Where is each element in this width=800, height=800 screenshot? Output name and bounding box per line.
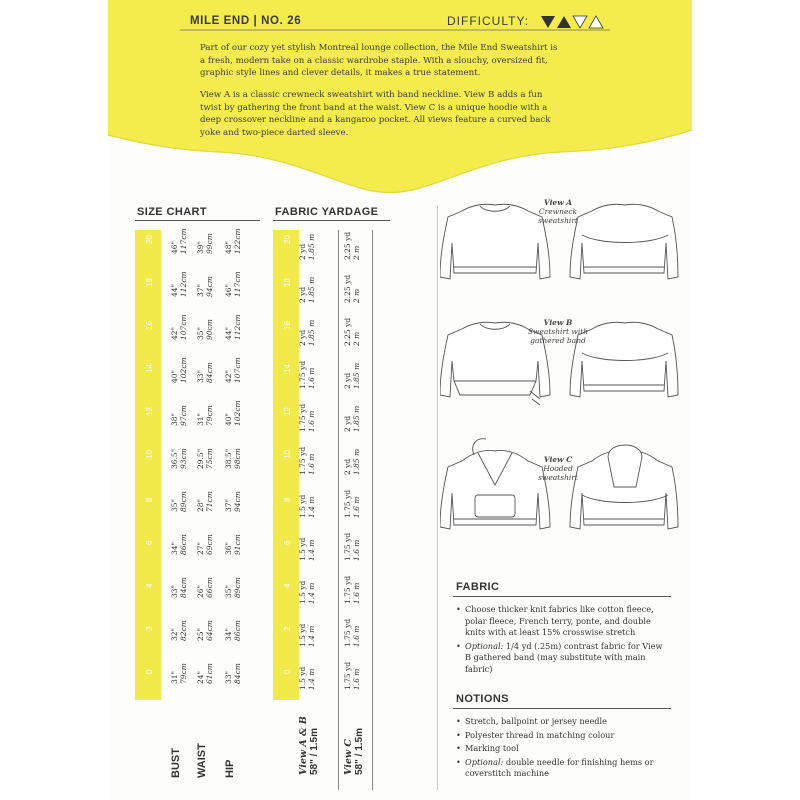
measure-inches: 34" — [224, 628, 233, 641]
yardage-yd: 1.75 yd — [298, 446, 307, 475]
yardage-cell — [298, 404, 316, 432]
size-chart-cell — [170, 448, 188, 469]
measure-inches: 40" — [224, 413, 233, 426]
intro-paragraph-2: View A is a classic crewneck sweatshirt with band neckline. View B adds a fun twist by gathering the front band at the waist. View C is a unique hoodie with a deep crossover neckline and a kangaroo pocket. All views feature a curved back yoke and two-piece darted sleeve. — [200, 90, 551, 138]
measure-cm: 84cm — [233, 663, 242, 684]
view-c-desc-2: sweatshirt — [538, 473, 578, 482]
size-chart-cell — [196, 491, 214, 512]
view-b-desc-1: Sweatshirt with — [527, 327, 589, 336]
yardage-cell — [343, 576, 361, 604]
yardage-cell — [343, 490, 361, 518]
measure-inches: 33" — [196, 370, 205, 383]
size-number: 14 — [283, 364, 292, 373]
measure-inches: 28" — [196, 499, 205, 512]
size-chart-cell — [224, 400, 242, 426]
yardage-m: 1.6 m — [352, 582, 361, 604]
size-number: 16 — [145, 321, 154, 330]
notions-list — [456, 716, 666, 782]
size-chart-cell — [196, 620, 214, 641]
yardage-yd: 1.5 yd — [298, 494, 307, 518]
measure-cm: 97cm — [179, 405, 188, 426]
measure-inches: 42" — [224, 370, 233, 383]
measure-inches: 33" — [170, 585, 179, 598]
row-label-waist: WAIST — [196, 743, 208, 778]
measure-cm: 122cm — [233, 228, 242, 254]
measure-inches: 34" — [170, 542, 179, 555]
measure-cm: 98cm — [233, 448, 242, 469]
measure-inches: 31" — [196, 413, 205, 426]
measure-cm: 66cm — [205, 577, 214, 598]
size-chart-cell — [224, 577, 242, 598]
measure-inches: 35" — [170, 499, 179, 512]
yardage-cell — [298, 361, 316, 389]
view-c-caption — [518, 455, 598, 482]
size-chart-cell — [196, 276, 214, 297]
yardage-m: 1.85 m — [307, 276, 316, 303]
yardage-cell — [298, 277, 316, 303]
row-label-bust: BUST — [170, 748, 182, 778]
yardage-cell — [298, 581, 316, 604]
measure-cm: 89cm — [179, 491, 188, 512]
size-chart-cell — [170, 405, 188, 426]
fabric-heading: FABRIC — [456, 581, 500, 593]
view-b-desc-2: gathered band — [530, 336, 586, 345]
size-chart-cell — [196, 362, 214, 383]
column-divider — [437, 206, 438, 790]
measure-inches: 37" — [224, 499, 233, 512]
view-c-desc-1: Hooded — [543, 464, 573, 473]
yardage-yd: 1.5 yd — [298, 666, 307, 690]
yardage-yd: 1.75 yd — [343, 532, 352, 561]
measure-cm: 91cm — [233, 534, 242, 555]
notion-optional-text: double needle for finishing hems or coverstitch machine — [465, 756, 654, 778]
measure-inches: 44" — [170, 284, 179, 297]
fabric-optional-text: 1/4 yd (.25m) contrast fabric for View B gathered band (may substitute with main fabric) — [465, 640, 663, 674]
yardage-m: 1.85 m — [352, 448, 361, 475]
measure-cm: 94cm — [233, 491, 242, 512]
size-chart-cell — [224, 314, 242, 340]
size-chart-cell — [224, 228, 242, 254]
yardage-yd: 1.75 yd — [343, 575, 352, 604]
size-chart-cell — [170, 228, 188, 254]
yardage-divider-2 — [372, 230, 373, 790]
measure-inches: 46" — [170, 241, 179, 254]
measure-inches: 29.5" — [196, 448, 205, 469]
measure-cm: 102cm — [179, 357, 188, 383]
intro-paragraph-1: Part of our cozy yet stylish Montreal lounge collection, the Mile End Sweatshirt is a fresh, modern take on a classic wardrobe staple. With a slouchy, oversized fit, graphic style lines and clever details, it makes a true statement. — [200, 43, 558, 78]
yardage-m: 1.4 m — [307, 668, 316, 690]
fabric-bullet-2 — [456, 641, 666, 676]
yardage-yd: 2 yd — [298, 243, 307, 260]
size-number: 10 — [283, 450, 292, 459]
measure-cm: 94cm — [205, 276, 214, 297]
fabric-yardage-heading: FABRIC YARDAGE — [275, 206, 379, 218]
yardage-yd: 1.75 yd — [343, 661, 352, 690]
yardage-yd: 1.75 yd — [298, 360, 307, 389]
view-a-desc-2: sweatshirt — [538, 216, 578, 225]
yardage-cell — [298, 234, 316, 260]
yardage-m: 2 m — [352, 288, 361, 303]
yardage-cell — [343, 533, 361, 561]
yardage-yd: 2.25 yd — [343, 274, 352, 303]
yardage-m: 1.4 m — [307, 625, 316, 647]
size-number: 12 — [283, 407, 292, 416]
size-number: 18 — [145, 278, 154, 287]
measure-cm: 112cm — [179, 271, 188, 297]
yardage-cell — [298, 495, 316, 518]
difficulty-triangle-2 — [557, 16, 571, 28]
size-chart-cell — [196, 405, 214, 426]
measure-cm: 102cm — [233, 400, 242, 426]
size-number: 0 — [145, 669, 154, 674]
fabric-bullet-1: • Choose thicker knit fabrics like cotton fleece, polar fleece, French terry, ponte, and double knits with at least 15% crosswise stretch — [456, 604, 666, 639]
yardage-m: 1.4 m — [307, 539, 316, 561]
size-chart-cell — [224, 663, 242, 684]
measure-cm: 107cm — [233, 357, 242, 383]
yardage-m: 1.85 m — [307, 319, 316, 346]
measure-cm: 84cm — [205, 362, 214, 383]
yardage-yd: 1.75 yd — [343, 618, 352, 647]
view-a-caption — [518, 198, 598, 225]
yardage-yd: 2 yd — [298, 286, 307, 303]
measure-inches: 42" — [170, 327, 179, 340]
yardage-cell — [343, 449, 361, 475]
size-number: 4 — [145, 583, 154, 588]
yardage-cell — [343, 662, 361, 690]
yardage-cell — [298, 320, 316, 346]
fabric-optional-label: Optional: — [465, 640, 504, 651]
view-c-front-drawing — [440, 439, 550, 529]
measure-cm: 84cm — [179, 577, 188, 598]
difficulty-triangle-4 — [589, 16, 603, 28]
pattern-title: MILE END | NO. 26 — [190, 15, 302, 27]
yardage-yd: 1.5 yd — [298, 580, 307, 604]
size-number: 18 — [283, 278, 292, 287]
yardage-yd: 2.25 yd — [343, 231, 352, 260]
difficulty-label: DIFFICULTY: — [447, 14, 530, 28]
size-number: 6 — [145, 540, 154, 545]
size-number: 16 — [283, 321, 292, 330]
yardage-m: 1.6 m — [307, 367, 316, 389]
size-chart-cell — [196, 534, 214, 555]
yardage-yd: 2 yd — [343, 458, 352, 475]
yardage-cell — [343, 406, 361, 432]
measure-cm: 75cm — [205, 448, 214, 469]
view-ab-width: 58" / 1.5m — [309, 728, 320, 775]
size-chart-cell — [170, 357, 188, 383]
size-chart-cell — [196, 577, 214, 598]
measure-cm: 90cm — [205, 319, 214, 340]
measure-inches: 27" — [196, 542, 205, 555]
size-chart-cell — [224, 620, 242, 641]
measure-cm: 69cm — [205, 534, 214, 555]
yardage-cell — [343, 619, 361, 647]
size-chart-cell — [170, 620, 188, 641]
size-number: 10 — [145, 450, 154, 459]
notion-item: • Stretch, ballpoint or jersey needle — [456, 716, 666, 728]
difficulty-triangle-1 — [541, 16, 555, 28]
yardage-m: 1.6 m — [352, 668, 361, 690]
notions-rule — [453, 708, 671, 709]
size-chart-cell — [224, 448, 242, 469]
measure-inches: 26" — [196, 585, 205, 598]
size-chart-cell — [224, 491, 242, 512]
size-chart-cell — [224, 271, 242, 297]
size-chart-heading: SIZE CHART — [137, 206, 207, 218]
measure-inches: 36" — [224, 542, 233, 555]
size-number: 8 — [145, 497, 154, 502]
yardage-yd: 1.5 yd — [298, 537, 307, 561]
measure-cm: 107cm — [179, 314, 188, 340]
yardage-yd: 1.75 yd — [298, 403, 307, 432]
yardage-cell — [298, 538, 316, 561]
view-c-title: View C — [543, 455, 573, 464]
measure-inches: 32" — [170, 628, 179, 641]
yardage-m: 1.6 m — [352, 539, 361, 561]
measure-inches: 48" — [224, 241, 233, 254]
measure-cm: 86cm — [179, 534, 188, 555]
technical-drawings — [440, 195, 680, 575]
size-number: 8 — [283, 497, 292, 502]
size-chart-cell — [224, 357, 242, 383]
measure-inches: 40" — [170, 370, 179, 383]
yardage-m: 1.85 m — [352, 405, 361, 432]
yardage-yd: 2 yd — [298, 329, 307, 346]
row-label-hip: HIP — [224, 759, 236, 778]
yardage-yd: 2 yd — [343, 372, 352, 389]
measure-inches: 44" — [224, 327, 233, 340]
yardage-m: 2 m — [352, 245, 361, 260]
yardage-m: 2 m — [352, 331, 361, 346]
measure-inches: 36.5" — [170, 448, 179, 469]
yardage-m: 1.6 m — [307, 453, 316, 475]
row-label-view-c — [343, 728, 365, 775]
notion-optional-label: Optional: — [465, 756, 504, 767]
size-number: 6 — [283, 540, 292, 545]
measure-cm: 89cm — [233, 577, 242, 598]
measure-cm: 112cm — [233, 314, 242, 340]
measure-inches: 25" — [196, 628, 205, 641]
yardage-yd: 1.5 yd — [298, 623, 307, 647]
measure-cm: 117cm — [233, 271, 242, 297]
measure-inches: 24" — [196, 671, 205, 684]
measure-inches: 46" — [224, 284, 233, 297]
yardage-cell — [343, 363, 361, 389]
measure-cm: 86cm — [233, 620, 242, 641]
yardage-cell — [298, 624, 316, 647]
size-number: 20 — [283, 235, 292, 244]
view-b-caption — [518, 318, 598, 345]
yardage-divider-1 — [338, 230, 339, 790]
measure-cm: 71cm — [205, 491, 214, 512]
measure-cm: 117cm — [179, 228, 188, 254]
notion-item: • Marking tool — [456, 743, 666, 755]
yardage-m: 1.6 m — [307, 410, 316, 432]
measure-cm: 64cm — [205, 620, 214, 641]
size-chart-cell — [196, 233, 214, 254]
fabric-yardage-rule — [273, 220, 390, 221]
measure-cm: 79cm — [179, 663, 188, 684]
size-chart-cell — [170, 663, 188, 684]
yardage-cell — [298, 667, 316, 690]
measure-cm: 99cm — [205, 233, 214, 254]
view-ab-label: View A & B — [298, 716, 309, 775]
yardage-cell — [343, 275, 361, 303]
view-b-title: View B — [543, 318, 573, 327]
measure-cm: 82cm — [179, 620, 188, 641]
measure-inches: 35" — [224, 585, 233, 598]
view-c-width: 58" / 1.5m — [354, 728, 365, 775]
measure-inches: 33" — [224, 671, 233, 684]
yardage-cell — [343, 232, 361, 260]
size-chart-cell — [224, 534, 242, 555]
size-number: 20 — [145, 235, 154, 244]
notions-heading: NOTIONS — [456, 693, 509, 705]
view-a-title: View A — [543, 198, 573, 207]
size-number: 4 — [283, 583, 292, 588]
yardage-yd: 2 yd — [343, 415, 352, 432]
fabric-list — [456, 604, 666, 677]
measure-cm: 61cm — [205, 663, 214, 684]
yardage-m: 1.6 m — [352, 625, 361, 647]
measure-cm: 79cm — [205, 405, 214, 426]
fabric-rule — [453, 596, 671, 597]
yardage-m: 1.4 m — [307, 496, 316, 518]
size-chart-cell — [170, 491, 188, 512]
size-number: 14 — [145, 364, 154, 373]
notion-item: • Polyester thread in matching colour — [456, 730, 666, 742]
yardage-cell — [298, 447, 316, 475]
measure-inches: 31" — [170, 671, 179, 684]
size-chart-cell — [196, 319, 214, 340]
view-c-label: View C — [343, 739, 354, 775]
size-chart-cell — [170, 577, 188, 598]
size-chart-cell — [196, 663, 214, 684]
size-number: 2 — [283, 626, 292, 631]
row-label-view-ab — [298, 716, 320, 775]
measure-cm: 93cm — [179, 448, 188, 469]
yardage-m: 1.85 m — [352, 362, 361, 389]
size-chart-rule — [135, 220, 260, 221]
measure-inches: 38" — [170, 413, 179, 426]
measure-inches: 39" — [196, 241, 205, 254]
measure-inches: 35" — [196, 327, 205, 340]
size-chart-cell — [170, 271, 188, 297]
yardage-m: 1.4 m — [307, 582, 316, 604]
size-chart-cell — [196, 448, 214, 469]
size-chart-cell — [170, 534, 188, 555]
yardage-yd: 2.25 yd — [343, 317, 352, 346]
view-a-desc-1: Crewneck — [538, 207, 578, 216]
measure-inches: 38.5" — [224, 448, 233, 469]
notion-item-optional — [456, 757, 666, 780]
yardage-cell — [343, 318, 361, 346]
difficulty-rating — [540, 14, 610, 30]
yardage-yd: 1.75 yd — [343, 489, 352, 518]
measure-inches: 37" — [196, 284, 205, 297]
yardage-m: 1.6 m — [352, 496, 361, 518]
size-number: 2 — [145, 626, 154, 631]
size-chart-cell — [170, 314, 188, 340]
difficulty-triangle-3 — [573, 16, 587, 28]
size-number: 12 — [145, 407, 154, 416]
size-number: 0 — [283, 669, 292, 674]
yardage-m: 1.85 m — [307, 233, 316, 260]
